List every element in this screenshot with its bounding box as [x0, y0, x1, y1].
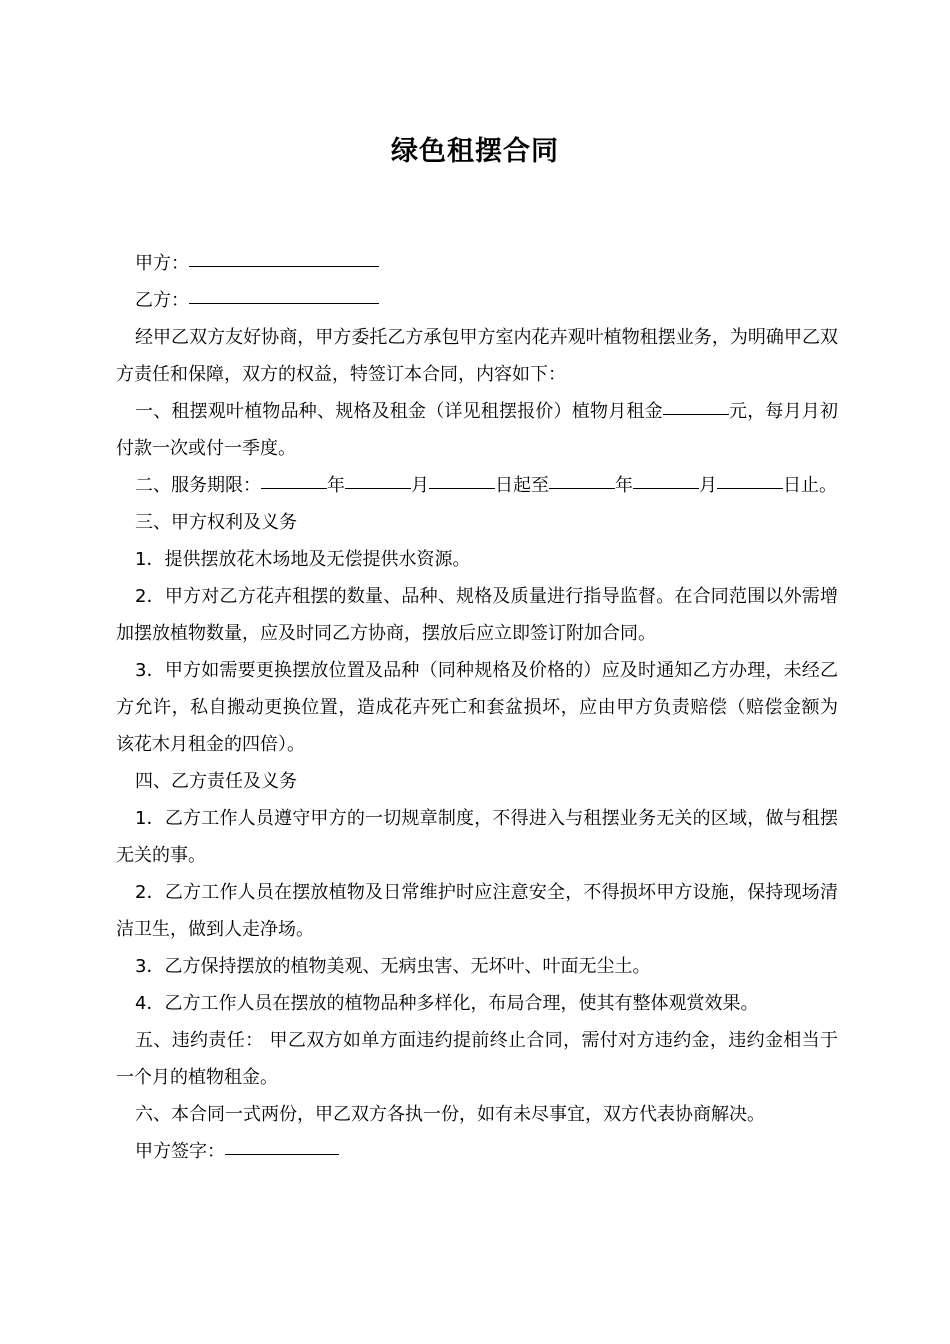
party-b-line	[116, 282, 838, 319]
end-month-label: 月	[699, 475, 717, 496]
end-day-blank	[717, 470, 783, 489]
party-a-signature-blank	[225, 1136, 339, 1155]
end-month-blank	[633, 470, 699, 489]
section-4-item-2: 2．乙方工作人员在摆放植物及日常维护时应注意安全，不得损坏甲方设施，保持现场清洁卫生，做到人走净场。	[116, 882, 838, 940]
section-2-label: 二、服务期限：	[135, 475, 261, 496]
party-a-signature-label: 甲方签字：	[135, 1141, 225, 1162]
section-3-title: 三、甲方权利及义务	[135, 512, 297, 533]
document-title: 绿色租摆合同	[391, 136, 559, 167]
start-month-label: 月	[411, 475, 429, 496]
section-3-item-1: 1．提供摆放花木场地及无偿提供水资源。	[135, 549, 471, 570]
party-a-signature-line	[116, 1133, 838, 1170]
section-2-paragraph	[116, 467, 838, 504]
section-1-text-b: 元，每月月初付款一次或付一季度。	[116, 401, 838, 459]
section-6-paragraph: 六、本合同一式两份，甲乙双方各执一份，如有未尽事宜，双方代表协商解决。	[135, 1104, 765, 1125]
end-year-label: 年	[615, 475, 633, 496]
start-year-label: 年	[327, 475, 345, 496]
start-year-blank	[261, 470, 327, 489]
document-body	[116, 245, 838, 1170]
party-b-blank	[189, 285, 379, 304]
section-4-item-3: 3．乙方保持摆放的植物美观、无病虫害、无坏叶、叶面无尘土。	[135, 956, 651, 977]
section-3-item-2: 2．甲方对乙方花卉租摆的数量、品种、规格及质量进行指导监督。在合同范围以外需增加摆放植物数量，应及时同乙方协商，摆放后应立即签订附加合同。	[116, 586, 838, 644]
intro-paragraph: 经甲乙双方友好协商，甲方委托乙方承包甲方室内花卉观叶植物租摆业务，为明确甲乙双方责任和保障，双方的权益，特签订本合同，内容如下：	[116, 327, 838, 385]
section-1-text-a: 一、租摆观叶植物品种、规格及租金（详见租摆报价）植物月租金	[135, 401, 663, 422]
section-3-item-3: 3．甲方如需要更换摆放位置及品种（同种规格及价格的）应及时通知乙方办理，未经乙方允许，私自搬动更换位置，造成花卉死亡和套盆损坏，应由甲方负责赔偿（赔偿金额为 该花木月租金的四倍）。	[116, 660, 838, 755]
party-a-line	[116, 245, 838, 282]
section-5-paragraph: 五、违约责任： 甲乙双方如单方面违约提前终止合同，需付对方违约金，违约金相当于一个月的植物租金。	[116, 1030, 838, 1088]
monthly-rent-blank	[663, 396, 729, 415]
start-day-blank	[429, 470, 495, 489]
section-4-title: 四、乙方责任及义务	[135, 771, 297, 792]
end-day-label: 日止。	[783, 475, 837, 496]
party-a-label: 甲方：	[135, 253, 189, 274]
party-b-label: 乙方：	[135, 290, 189, 311]
end-year-blank	[549, 470, 615, 489]
section-4-item-1: 1．乙方工作人员遵守甲方的一切规章制度，不得进入与租摆业务无关的区域，做与租摆无关的事。	[116, 808, 838, 866]
section-1-paragraph	[116, 393, 838, 467]
start-day-label: 日起至	[495, 475, 549, 496]
party-a-blank	[189, 248, 379, 267]
start-month-blank	[345, 470, 411, 489]
section-4-item-4: 4．乙方工作人员在摆放的植物品种多样化，布局合理，使其有整体观赏效果。	[135, 993, 759, 1014]
